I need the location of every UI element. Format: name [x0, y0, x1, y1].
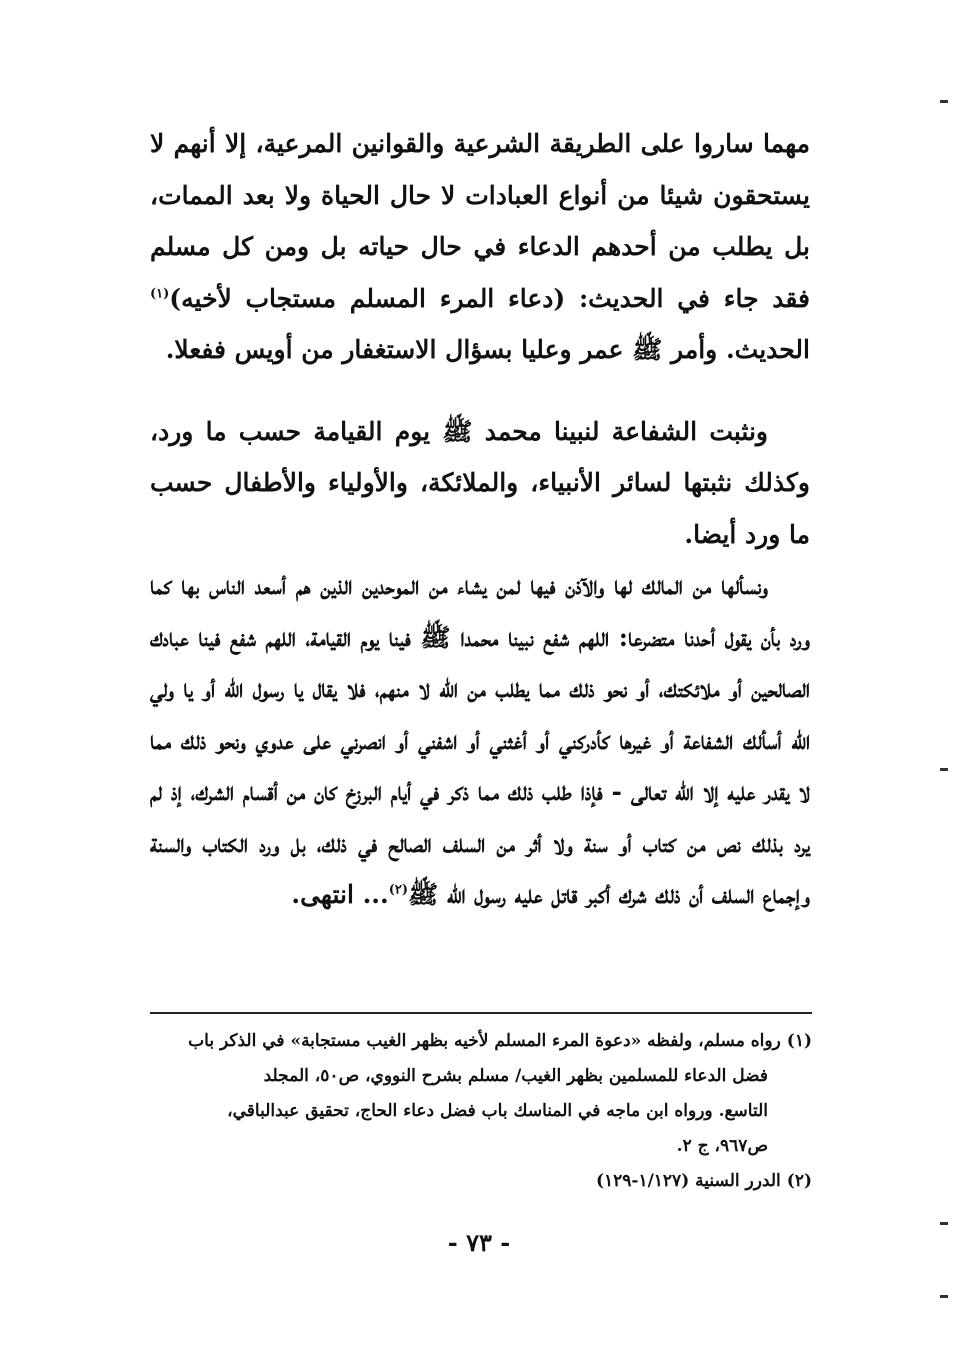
- main-text: [150, 118, 810, 921]
- scan-mark: [940, 768, 948, 771]
- page-number: - ٧٣ -: [447, 1228, 511, 1257]
- paragraph-3: [150, 560, 810, 921]
- scan-mark: [940, 1295, 948, 1298]
- paragraph-1: [150, 118, 810, 376]
- paragraph-3-text-b: ... انتهى.: [291, 880, 389, 909]
- footnote-1-number: (١): [786, 1031, 812, 1051]
- footnote-2: [150, 1164, 812, 1199]
- paragraph-2: ونثبت الشفاعة لنبينا محمد ﷺ يوم القيامة حسب ما ورد، وكذلك نثبتها لسائر الأنبياء، والملائكة، والأولياء والأطفال حسب ما ورد أيضا.: [150, 416, 810, 549]
- scan-mark: [940, 1222, 948, 1225]
- footnote-1-line-4: ص٩٦٧، ج ٢.: [676, 1136, 768, 1156]
- hadith-quote: (دعاء المرء المسلم مستجاب لأخيه): [169, 283, 566, 313]
- paragraph-3-text-a: ونسألها من المالك لها والآذن فيها لمن يشاء من الموحدين الذين هم أسعد الناس بها كما ورد بأن يقول أحدنا متضرعا: اللهم شفع نبينا محمدا ﷺ فينا يوم القيامة، اللهم شفع فينا عبادك الصالحين أو ملائكتك، أو نحو ذلك مما يطلب من الله لا منهم، فلا يقال يا رسول الله أو يا ولي الله أسألك الشفاعة أو غيرها كأدركني أو أغثني أو اشفني أو انصرني على عدوي ونحو ذلك مما لا يقدر عليه إلا الله تعالى - فإذا طلب ذلك مما ذكر في أيام البرزخ كان من أقسام الشرك، إذ لم يرد بذلك نص من كتاب أو سنة ولا أثر من السلف الصالح في ذلك، بل ورد الكتاب والسنة وإجماع السلف أن ذلك شرك أكبر قاتل عليه رسول الله ﷺ: [150, 571, 810, 909]
- footnotes: [150, 1024, 812, 1199]
- footnote-1-line-3: التاسع. ورواه ابن ماجه في المناسك باب فضل دعاء الحاج، تحقيق عبدالباقي،: [227, 1101, 768, 1121]
- footnote-1-line-1: رواه مسلم، ولفظه «دعوة المرء المسلم لأخيه بظهر الغيب مستجابة» في الذكر باب: [188, 1031, 781, 1051]
- footnote-1-line-2: فضل الدعاء للمسلمين بظهر الغيب/ مسلم بشرح النووي، ص٥٠، المجلد: [263, 1066, 768, 1086]
- footnote-ref-2[interactable]: (٢): [388, 882, 409, 898]
- footnote-divider: [150, 1012, 812, 1014]
- footnote-2-text: الدرر السنية (١/١٢٧-١٢٩): [595, 1171, 781, 1191]
- footnote-2-number: (٢): [786, 1171, 812, 1191]
- scan-mark: [940, 100, 948, 103]
- footnote-1: [150, 1024, 812, 1059]
- paragraph-1-text-a: مهما ساروا على الطريقة الشرعية والقوانين المرعية، إلا أنهم لا يستحقون شيئا من أنواع العبادات لا حال الحياة ولا بعد الممات، بل يطلب من أحدهم الدعاء في حال حياته بل ومن كل مسلم فقد جاء في الحديث:: [150, 129, 810, 313]
- footnote-ref-1[interactable]: (١): [150, 286, 170, 302]
- paragraph-1-text-b: الحديث. وأمر ﷺ عمر وعليا بسؤال الاستغفار من أويس ففعلا.: [165, 335, 810, 364]
